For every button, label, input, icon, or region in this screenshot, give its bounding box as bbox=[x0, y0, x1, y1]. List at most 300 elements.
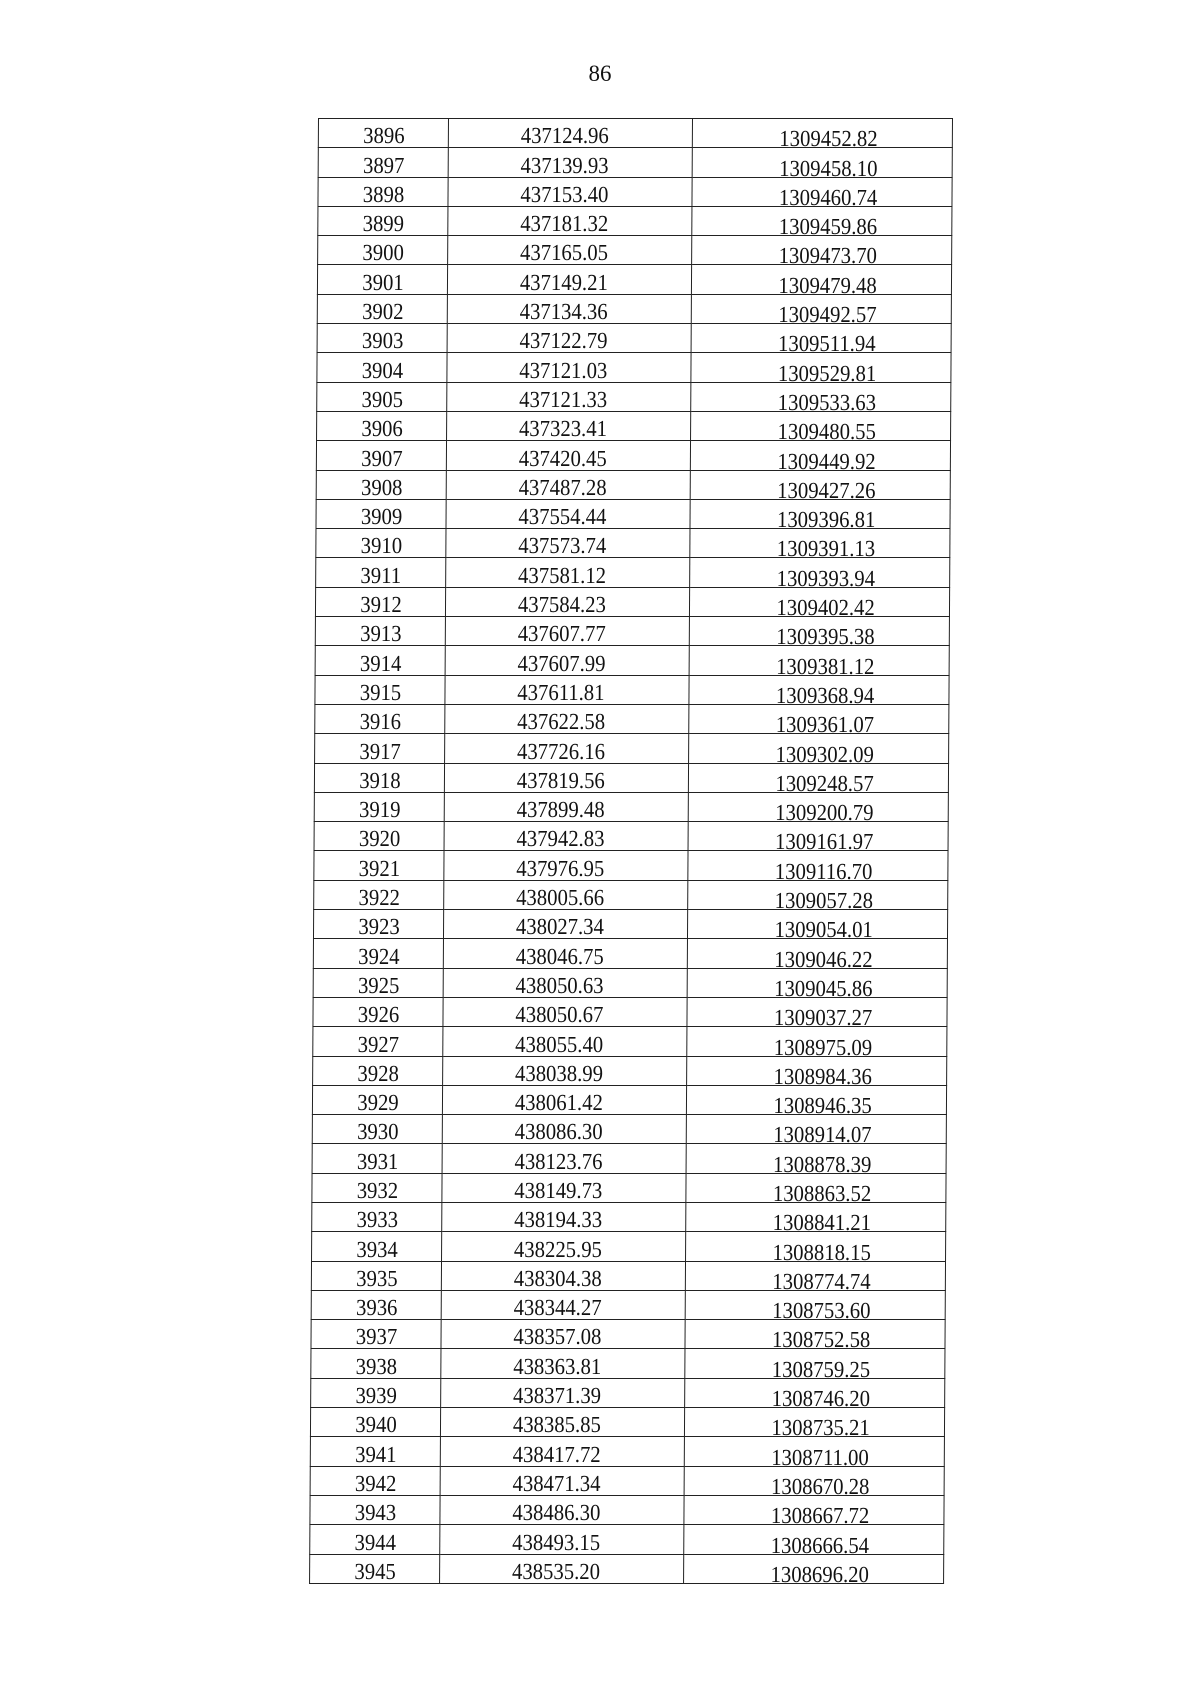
table-row bbox=[316, 470, 950, 499]
cell-value: 438304.38 bbox=[513, 1265, 602, 1291]
y-coordinate-cell bbox=[691, 324, 951, 357]
cell-value: 437899.48 bbox=[516, 797, 605, 823]
x-coordinate-cell bbox=[440, 1554, 684, 1583]
x-coordinate-cell bbox=[446, 470, 690, 499]
cell-value: 437165.05 bbox=[519, 240, 608, 266]
cell-value: 438055.40 bbox=[514, 1031, 603, 1057]
table-row bbox=[318, 177, 952, 206]
cell-value: 3912 bbox=[359, 592, 402, 618]
table-row bbox=[315, 646, 949, 675]
y-coordinate-cell bbox=[686, 1144, 946, 1177]
table-row bbox=[314, 851, 948, 880]
cell-value: 3909 bbox=[360, 504, 402, 530]
cell-value: 438149.73 bbox=[513, 1177, 603, 1203]
point-number-cell bbox=[314, 763, 444, 792]
cell-value: 1309057.28 bbox=[774, 888, 873, 914]
y-coordinate-cell bbox=[685, 1261, 945, 1294]
point-number-cell bbox=[316, 558, 446, 587]
cell-value: 3898 bbox=[362, 181, 404, 207]
cell-value: 3944 bbox=[354, 1529, 396, 1555]
cell-value: 1308774.74 bbox=[772, 1268, 871, 1294]
x-coordinate-cell bbox=[442, 1202, 686, 1231]
x-coordinate-cell bbox=[448, 177, 692, 206]
x-coordinate-cell bbox=[442, 1085, 686, 1114]
x-coordinate-cell bbox=[444, 880, 688, 909]
cell-value: 1309449.92 bbox=[777, 448, 876, 474]
cell-value: 438225.95 bbox=[513, 1236, 602, 1262]
cell-value: 1309459.86 bbox=[778, 214, 878, 240]
x-coordinate-cell bbox=[441, 1378, 685, 1407]
cell-value: 3923 bbox=[357, 914, 400, 940]
x-coordinate-cell bbox=[447, 324, 691, 353]
table-row bbox=[317, 265, 951, 294]
y-coordinate-cell bbox=[686, 1085, 946, 1119]
cell-value: 3913 bbox=[359, 621, 402, 647]
x-coordinate-cell bbox=[445, 587, 689, 616]
cell-value: 1308696.20 bbox=[770, 1561, 869, 1587]
table-row bbox=[315, 675, 949, 704]
cell-value: 3902 bbox=[361, 299, 404, 325]
cell-value: 3945 bbox=[353, 1558, 396, 1584]
y-coordinate-cell bbox=[684, 1525, 944, 1558]
table-row bbox=[317, 324, 951, 353]
table-row bbox=[315, 704, 949, 733]
cell-value: 1309480.55 bbox=[777, 419, 876, 445]
cell-value: 438344.27 bbox=[513, 1295, 602, 1321]
table-row bbox=[314, 880, 948, 909]
table-row bbox=[312, 1085, 946, 1114]
table-row bbox=[312, 1115, 946, 1144]
point-number-cell bbox=[313, 939, 443, 968]
y-coordinate-cell bbox=[688, 880, 948, 914]
table-row bbox=[318, 236, 952, 265]
table-row bbox=[318, 119, 952, 148]
table-row bbox=[311, 1320, 945, 1349]
cell-value: 438027.34 bbox=[515, 914, 604, 940]
cell-value: 3919 bbox=[358, 797, 401, 823]
table-row bbox=[313, 1056, 947, 1085]
cell-value: 1309452.82 bbox=[779, 126, 878, 152]
y-coordinate-cell bbox=[684, 1466, 944, 1499]
cell-value: 1308914.07 bbox=[773, 1122, 872, 1148]
cell-value: 3911 bbox=[360, 562, 402, 588]
y-coordinate-cell bbox=[685, 1349, 945, 1382]
point-number-cell bbox=[315, 704, 445, 733]
cell-value: 437622.58 bbox=[516, 709, 605, 735]
y-coordinate-cell bbox=[687, 939, 947, 972]
point-number-cell bbox=[317, 382, 447, 411]
cell-value: 1309492.57 bbox=[778, 302, 877, 328]
cell-value: 3931 bbox=[356, 1148, 398, 1174]
y-coordinate-cell bbox=[692, 236, 952, 269]
cell-value: 3908 bbox=[360, 474, 403, 500]
cell-value: 1309533.63 bbox=[777, 389, 877, 415]
table-row bbox=[312, 1173, 946, 1202]
cell-value: 437139.93 bbox=[520, 152, 609, 178]
x-coordinate-cell bbox=[442, 1144, 686, 1173]
cell-value: 3939 bbox=[354, 1383, 397, 1409]
cell-value: 3918 bbox=[358, 767, 401, 793]
cell-value: 3916 bbox=[359, 709, 401, 735]
cell-value: 438038.99 bbox=[514, 1060, 603, 1086]
point-number-cell bbox=[317, 294, 447, 323]
cell-value: 1308746.20 bbox=[771, 1386, 870, 1412]
point-number-cell bbox=[310, 1525, 440, 1554]
y-coordinate-cell bbox=[686, 1173, 946, 1206]
cell-value: 1309511.94 bbox=[778, 331, 876, 357]
cell-value: 438471.34 bbox=[512, 1470, 601, 1496]
cell-value: 1309046.22 bbox=[774, 946, 873, 972]
point-number-cell bbox=[315, 587, 445, 616]
table-row bbox=[312, 1144, 946, 1173]
cell-value: 437181.32 bbox=[519, 211, 608, 237]
cell-value: 3925 bbox=[357, 972, 399, 998]
point-number-cell bbox=[312, 1202, 442, 1231]
cell-value: 1309368.94 bbox=[775, 682, 875, 708]
cell-value: 438086.30 bbox=[514, 1119, 603, 1145]
x-coordinate-cell bbox=[441, 1320, 685, 1349]
point-number-cell bbox=[314, 822, 444, 851]
x-coordinate-cell bbox=[446, 499, 690, 528]
y-coordinate-cell bbox=[692, 206, 952, 240]
x-coordinate-cell bbox=[440, 1495, 684, 1524]
cell-value: 3896 bbox=[362, 123, 405, 149]
x-coordinate-cell bbox=[444, 851, 688, 880]
cell-value: 1308667.72 bbox=[770, 1503, 870, 1529]
cell-value: 1309054.01 bbox=[774, 917, 873, 943]
table-row bbox=[314, 792, 948, 821]
point-number-cell bbox=[316, 470, 446, 499]
cell-value: 3897 bbox=[362, 152, 404, 178]
cell-value: 3927 bbox=[357, 1031, 399, 1057]
table-row bbox=[310, 1554, 944, 1583]
table-row bbox=[313, 910, 947, 939]
point-number-cell bbox=[315, 617, 445, 646]
cell-value: 1309427.26 bbox=[776, 477, 876, 503]
y-coordinate-cell bbox=[688, 851, 948, 884]
cell-value: 437607.77 bbox=[517, 621, 606, 647]
cell-value: 1309402.42 bbox=[776, 595, 875, 621]
cell-value: 1308975.09 bbox=[773, 1034, 873, 1060]
point-number-cell bbox=[314, 792, 444, 821]
cell-value: 437611.81 bbox=[517, 679, 605, 705]
cell-value: 1309393.94 bbox=[776, 565, 875, 591]
cell-value: 1309161.97 bbox=[774, 829, 874, 855]
cell-value: 3932 bbox=[356, 1177, 398, 1203]
cell-value: 3901 bbox=[361, 269, 404, 295]
x-coordinate-cell bbox=[445, 675, 689, 704]
x-coordinate-cell bbox=[448, 148, 692, 177]
cell-value: 3922 bbox=[357, 885, 400, 911]
table-row bbox=[310, 1495, 944, 1524]
cell-value: 1308759.25 bbox=[771, 1356, 871, 1382]
x-coordinate-cell bbox=[441, 1290, 685, 1319]
x-coordinate-cell bbox=[444, 792, 688, 821]
cell-value: 3930 bbox=[356, 1119, 399, 1145]
cell-value: 437149.21 bbox=[519, 269, 608, 295]
table-row bbox=[310, 1525, 944, 1554]
cell-value: 437607.99 bbox=[517, 650, 606, 676]
x-coordinate-cell bbox=[447, 411, 691, 440]
point-number-cell bbox=[313, 997, 443, 1026]
cell-value: 1309458.10 bbox=[778, 155, 878, 181]
cell-value: 437323.41 bbox=[518, 416, 607, 442]
cell-value: 438357.08 bbox=[512, 1324, 602, 1350]
cell-value: 3920 bbox=[358, 826, 400, 852]
x-coordinate-cell bbox=[446, 441, 690, 470]
cell-value: 438050.63 bbox=[515, 972, 604, 998]
y-coordinate-cell bbox=[690, 529, 950, 562]
cell-value: 438371.39 bbox=[512, 1383, 601, 1409]
cell-value: 3915 bbox=[359, 679, 401, 705]
cell-value: 1308753.60 bbox=[771, 1298, 871, 1324]
cell-value: 1309460.74 bbox=[778, 184, 878, 210]
y-coordinate-cell bbox=[686, 1115, 946, 1148]
point-number-cell bbox=[311, 1290, 441, 1319]
cell-value: 437976.95 bbox=[515, 855, 604, 881]
point-number-cell bbox=[310, 1495, 440, 1524]
y-coordinate-cell bbox=[689, 704, 949, 738]
cell-value: 437121.03 bbox=[518, 357, 608, 383]
point-number-cell bbox=[313, 968, 443, 997]
x-coordinate-cell bbox=[443, 1027, 687, 1056]
table-row bbox=[315, 587, 949, 616]
cell-value: 438493.15 bbox=[511, 1529, 600, 1555]
cell-value: 438535.20 bbox=[511, 1558, 600, 1584]
cell-value: 3917 bbox=[358, 738, 401, 764]
cell-value: 3943 bbox=[354, 1500, 396, 1526]
y-coordinate-cell bbox=[689, 734, 949, 767]
cell-value: 438363.81 bbox=[512, 1353, 601, 1379]
cell-value: 1309395.38 bbox=[776, 624, 875, 650]
table-row bbox=[314, 822, 948, 851]
table-row bbox=[317, 353, 951, 382]
x-coordinate-cell bbox=[440, 1408, 684, 1437]
cell-value: 438486.30 bbox=[511, 1500, 601, 1526]
cell-value: 3910 bbox=[360, 533, 402, 559]
cell-value: 437554.44 bbox=[518, 504, 607, 530]
x-coordinate-cell bbox=[442, 1232, 686, 1261]
point-number-cell bbox=[310, 1408, 440, 1437]
x-coordinate-cell bbox=[443, 910, 687, 939]
cell-value: 3924 bbox=[357, 943, 400, 969]
point-number-cell bbox=[315, 646, 445, 675]
cell-value: 3933 bbox=[355, 1207, 398, 1233]
y-coordinate-cell bbox=[685, 1378, 945, 1412]
y-coordinate-cell bbox=[691, 353, 951, 386]
cell-value: 3926 bbox=[357, 1002, 399, 1028]
point-number-cell bbox=[312, 1232, 442, 1261]
point-number-cell bbox=[318, 206, 448, 235]
cell-value: 438046.75 bbox=[515, 943, 604, 969]
cell-value: 3899 bbox=[362, 211, 404, 237]
cell-value: 1309396.81 bbox=[776, 507, 876, 533]
table-row bbox=[316, 558, 950, 587]
point-number-cell bbox=[313, 1027, 443, 1056]
y-coordinate-cell bbox=[688, 792, 948, 826]
cell-value: 1308735.21 bbox=[771, 1415, 870, 1441]
point-number-cell bbox=[312, 1115, 442, 1144]
table-row bbox=[316, 499, 950, 528]
y-coordinate-cell bbox=[686, 1232, 946, 1265]
cell-value: 3935 bbox=[355, 1265, 398, 1291]
point-number-cell bbox=[312, 1085, 442, 1114]
cell-value: 438061.42 bbox=[514, 1090, 603, 1116]
cell-value: 1309302.09 bbox=[775, 741, 874, 767]
table-row bbox=[315, 617, 949, 646]
x-coordinate-cell bbox=[447, 382, 691, 411]
cell-value: 1308818.15 bbox=[772, 1239, 871, 1265]
cell-value: 3921 bbox=[358, 855, 400, 881]
y-coordinate-cell bbox=[689, 646, 949, 679]
y-coordinate-cell bbox=[692, 177, 952, 210]
cell-value: 1309391.13 bbox=[776, 536, 876, 562]
y-coordinate-cell bbox=[688, 763, 948, 796]
x-coordinate-cell bbox=[448, 206, 692, 235]
table-row bbox=[314, 763, 948, 792]
point-number-cell bbox=[317, 411, 447, 440]
y-coordinate-cell bbox=[687, 997, 947, 1031]
y-coordinate-cell bbox=[684, 1437, 944, 1470]
y-coordinate-cell bbox=[689, 675, 949, 708]
x-coordinate-cell bbox=[442, 1115, 686, 1144]
table-row bbox=[313, 997, 947, 1026]
cell-value: 1309037.27 bbox=[773, 1005, 873, 1031]
table-row bbox=[315, 734, 949, 763]
x-coordinate-cell bbox=[447, 265, 691, 294]
x-coordinate-cell bbox=[446, 529, 690, 558]
point-number-cell bbox=[317, 265, 447, 294]
cell-value: 1308670.28 bbox=[770, 1473, 870, 1499]
cell-value: 437819.56 bbox=[516, 767, 605, 793]
table-row bbox=[311, 1349, 945, 1378]
x-coordinate-cell bbox=[448, 236, 692, 265]
y-coordinate-cell bbox=[690, 499, 950, 533]
table-row bbox=[310, 1437, 944, 1466]
cell-value: 438194.33 bbox=[513, 1207, 602, 1233]
cell-value: 438385.85 bbox=[512, 1412, 601, 1438]
y-coordinate-cell bbox=[691, 265, 951, 298]
point-number-cell bbox=[316, 499, 446, 528]
x-coordinate-cell bbox=[444, 763, 688, 792]
cell-value: 1308711.00 bbox=[771, 1444, 870, 1470]
x-coordinate-cell bbox=[440, 1466, 684, 1495]
table-row bbox=[311, 1290, 945, 1319]
table-row bbox=[313, 968, 947, 997]
cell-value: 438050.67 bbox=[514, 1002, 604, 1028]
table-row bbox=[312, 1232, 946, 1261]
y-coordinate-cell bbox=[691, 294, 951, 328]
x-coordinate-cell bbox=[442, 1173, 686, 1202]
cell-value: 437420.45 bbox=[518, 445, 607, 471]
point-number-cell bbox=[318, 236, 448, 265]
y-coordinate-cell bbox=[692, 119, 952, 152]
y-coordinate-cell bbox=[687, 1027, 947, 1060]
cell-value: 437121.33 bbox=[518, 386, 607, 412]
cell-value: 437134.36 bbox=[519, 299, 608, 325]
cell-value: 1308752.58 bbox=[771, 1327, 871, 1353]
y-coordinate-cell bbox=[685, 1290, 945, 1324]
y-coordinate-cell bbox=[691, 411, 951, 445]
y-coordinate-cell bbox=[690, 441, 950, 474]
y-coordinate-cell bbox=[685, 1320, 945, 1353]
table-row bbox=[313, 939, 947, 968]
point-number-cell bbox=[317, 353, 447, 382]
y-coordinate-cell bbox=[690, 470, 950, 503]
x-coordinate-cell bbox=[448, 119, 692, 148]
point-number-cell bbox=[311, 1349, 441, 1378]
x-coordinate-cell bbox=[447, 353, 691, 382]
y-coordinate-cell bbox=[688, 822, 948, 855]
table-row bbox=[318, 206, 952, 235]
cell-value: 3914 bbox=[359, 650, 401, 676]
y-coordinate-cell bbox=[686, 1202, 946, 1236]
cell-value: 3928 bbox=[356, 1060, 399, 1086]
cell-value: 1308946.35 bbox=[773, 1093, 872, 1119]
cell-value: 3929 bbox=[356, 1090, 399, 1116]
table-row bbox=[313, 1027, 947, 1056]
cell-value: 3907 bbox=[360, 445, 403, 471]
cell-value: 438005.66 bbox=[515, 885, 604, 911]
point-number-cell bbox=[316, 529, 446, 558]
y-coordinate-cell bbox=[691, 382, 951, 415]
cell-value: 1308666.54 bbox=[770, 1532, 870, 1558]
cell-value: 3903 bbox=[361, 328, 403, 354]
cell-value: 1309200.79 bbox=[775, 800, 874, 826]
table-row bbox=[311, 1261, 945, 1290]
y-coordinate-cell bbox=[684, 1408, 944, 1441]
table-row bbox=[311, 1378, 945, 1407]
cell-value: 437573.74 bbox=[517, 533, 606, 559]
cell-value: 1309381.12 bbox=[775, 653, 875, 679]
x-coordinate-cell bbox=[443, 997, 687, 1026]
cell-value: 1309529.81 bbox=[777, 360, 877, 386]
y-coordinate-cell bbox=[689, 587, 949, 621]
x-coordinate-cell bbox=[443, 968, 687, 997]
cell-value: 3937 bbox=[355, 1324, 397, 1350]
cell-value: 3900 bbox=[361, 240, 404, 266]
table-row bbox=[318, 148, 952, 177]
y-coordinate-cell bbox=[684, 1495, 944, 1529]
cell-value: 3938 bbox=[355, 1353, 397, 1379]
point-number-cell bbox=[310, 1437, 440, 1466]
cell-value: 1309116.70 bbox=[775, 858, 873, 884]
point-number-cell bbox=[318, 148, 448, 177]
table-row bbox=[317, 411, 951, 440]
point-number-cell bbox=[313, 1056, 443, 1085]
x-coordinate-cell bbox=[445, 734, 689, 763]
page-number: 86 bbox=[588, 61, 612, 86]
y-coordinate-cell bbox=[690, 558, 950, 591]
x-coordinate-cell bbox=[441, 1349, 685, 1378]
cell-value: 3934 bbox=[355, 1236, 398, 1262]
cell-value: 1308863.52 bbox=[772, 1180, 872, 1206]
cell-value: 1308878.39 bbox=[772, 1151, 872, 1177]
cell-value: 1308984.36 bbox=[773, 1063, 872, 1089]
cell-value: 1308841.21 bbox=[772, 1210, 871, 1236]
cell-value: 437122.79 bbox=[519, 328, 608, 354]
cell-value: 1309479.48 bbox=[778, 272, 877, 298]
point-number-cell bbox=[318, 177, 448, 206]
table-row bbox=[317, 382, 951, 411]
table-row bbox=[312, 1202, 946, 1231]
table-row bbox=[316, 441, 950, 470]
point-number-cell bbox=[314, 851, 444, 880]
point-number-cell bbox=[312, 1173, 442, 1202]
coordinate-table-body bbox=[310, 119, 953, 1587]
x-coordinate-cell bbox=[447, 294, 691, 323]
cell-value: 437584.23 bbox=[517, 592, 606, 618]
